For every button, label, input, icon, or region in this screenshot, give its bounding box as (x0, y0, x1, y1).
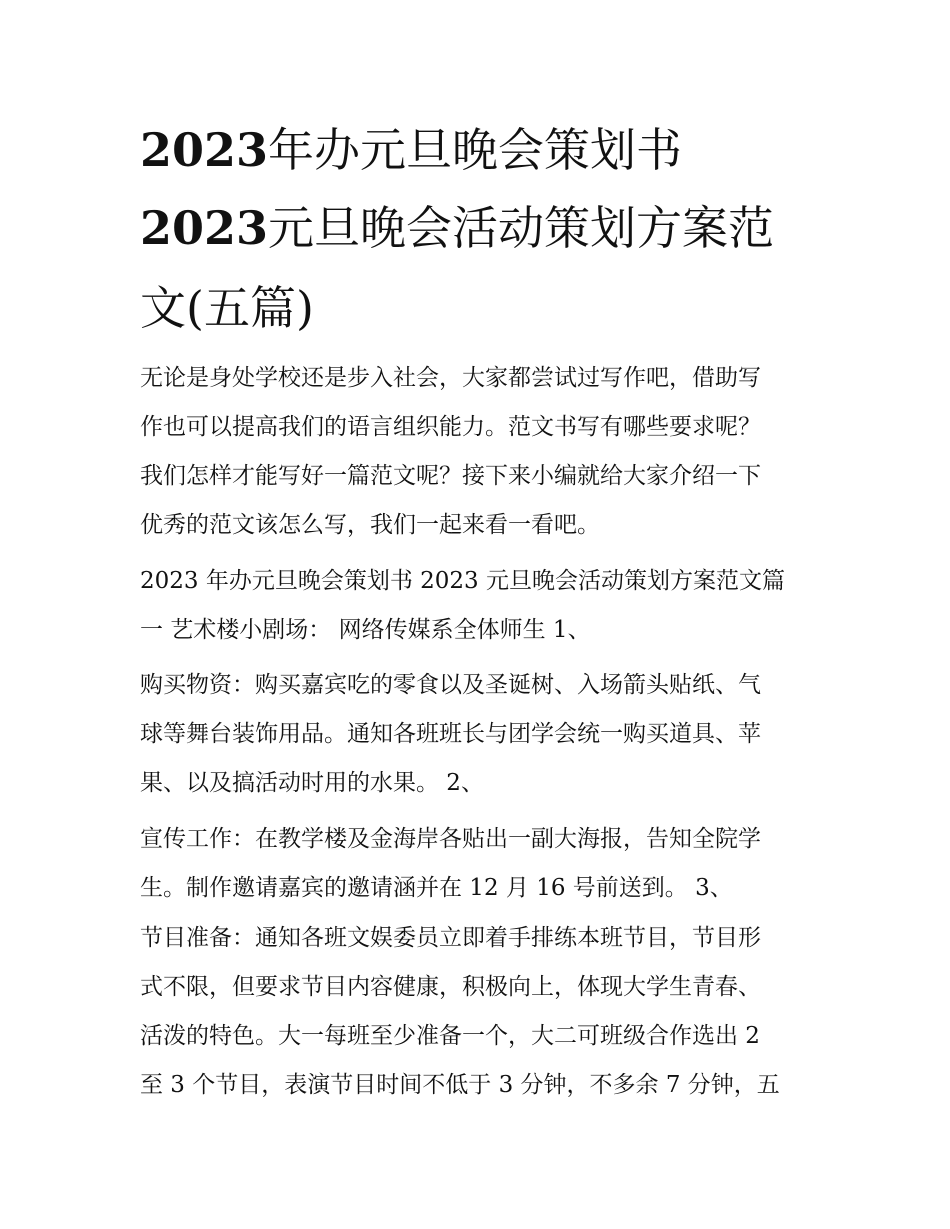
body-line-3: 我们怎样才能写好一篇范文呢？接下来小编就给大家介绍一下 (140, 463, 761, 489)
title-line-3-text: 文(五篇) (140, 281, 314, 335)
body-line-1: 无论是身处学校还是步入社会，大家都尝试过写作吧，借助写 (140, 365, 761, 391)
body-line-12: 节目准备：通知各班文娱委员立即着手排练本班节目，节目形 (140, 925, 761, 951)
body-line-2: 作也可以提高我们的语言组织能力。范文书写有哪些要求呢？ (140, 414, 761, 440)
body-line-7: 购买物资：购买嘉宾吃的零食以及圣诞树、入场箭头贴纸、气 (140, 672, 761, 698)
title-line-1-year: 2023 (140, 123, 269, 177)
body-line-14: 活泼的特色。大一每班至少准备一个，大二可班级合作选出 2 (140, 1023, 760, 1049)
body-line-15: 至 3 个节目，表演节目时间不低于 3 分钟，不多余 7 分钟，五 (140, 1072, 780, 1098)
title-line-1 (140, 124, 820, 176)
body-line-11: 生。制作邀请嘉宾的邀请涵并在 12 月 16 号前送到。 3、 (140, 875, 733, 901)
body-line-4: 优秀的范文该怎么写，我们一起来看一看吧。 (140, 512, 600, 538)
body-line-10: 宣传工作：在教学楼及金海岸各贴出一副大海报，告知全院学 (140, 826, 761, 852)
title-line-1-text: 年办元旦晚会策划书 (268, 123, 683, 177)
body-line-6: 一 艺术楼小剧场： 网络传媒系全体师生 1、 (140, 617, 591, 643)
body-line-8: 球等舞台装饰用品。通知各班班长与团学会统一购买道具、苹 (140, 721, 761, 747)
body-line-13: 式不限，但要求节目内容健康，积极向上，体现大学生青春、 (140, 974, 761, 1000)
body-line-5: 2023 年办元旦晚会策划书 2023 元旦晚会活动策划方案范文篇 (140, 568, 785, 594)
body-line-9: 果、以及搞活动时用的水果。 2、 (140, 770, 484, 796)
title-line-3 (140, 282, 820, 334)
title-line-2-year: 2023 (140, 201, 269, 255)
title-line-2-text: 元旦晚会活动策划方案范 (268, 201, 775, 255)
title-line-2 (140, 202, 820, 254)
